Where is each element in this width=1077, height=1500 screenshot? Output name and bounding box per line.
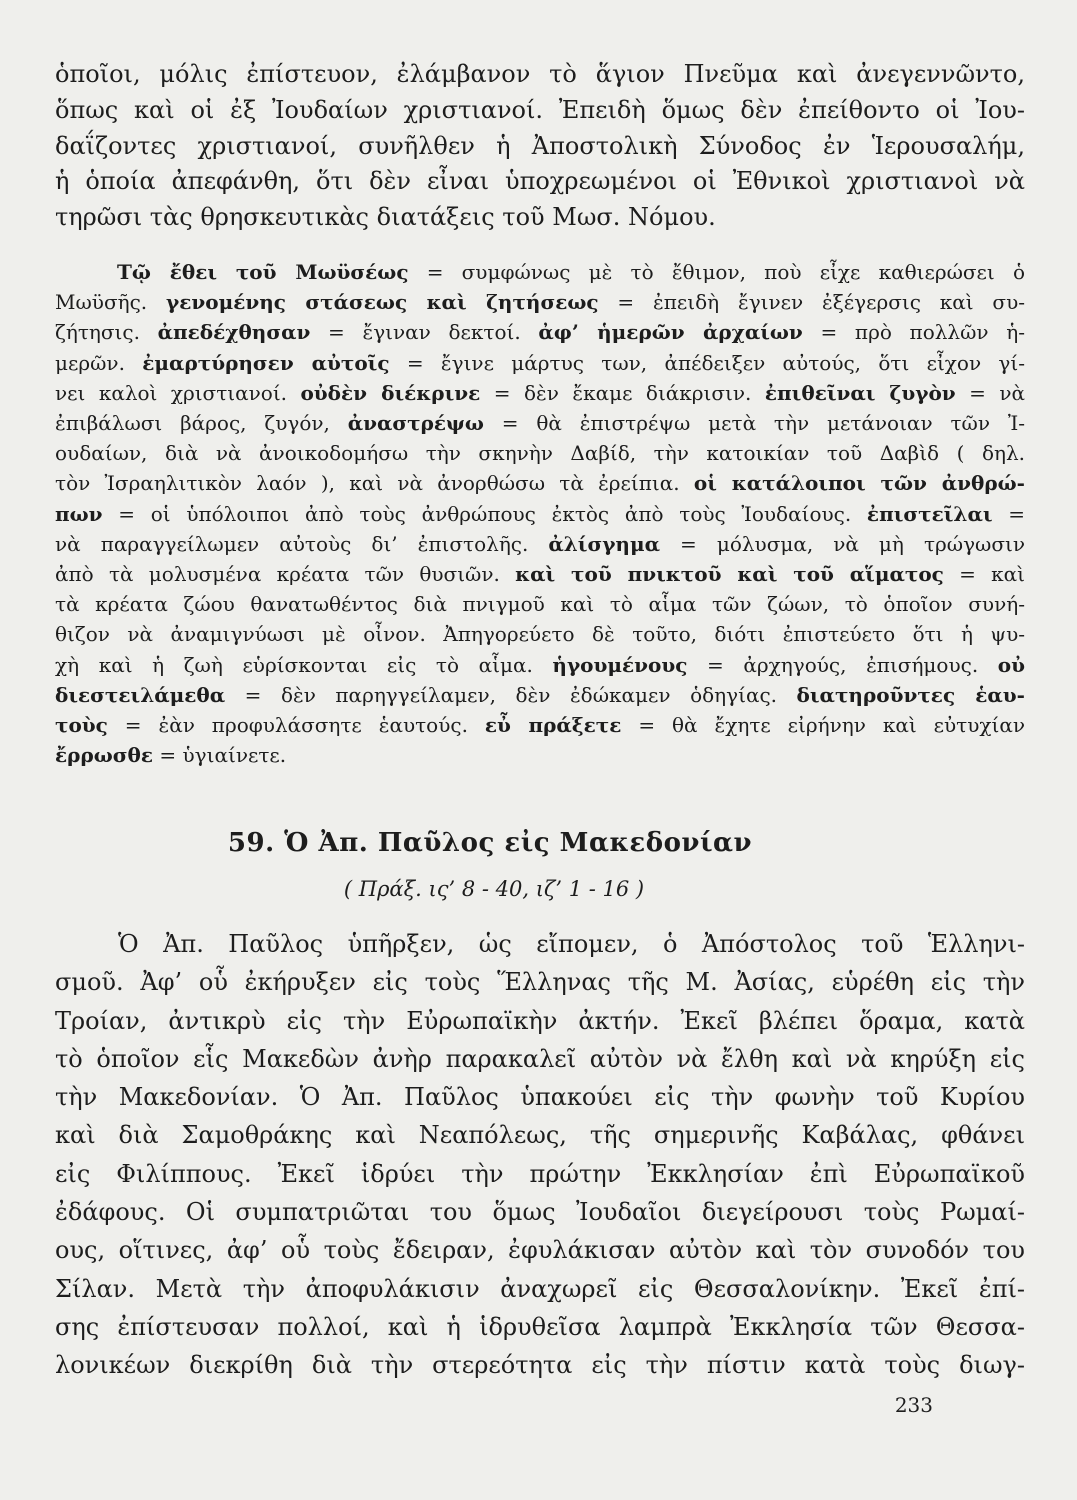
glossary-term: ἡγουμένους [552, 652, 688, 677]
text-line: τηρῶσι τὰς θρησκευτικὰς διατάξεις τοῦ Μωσ. Νόμου. [55, 203, 716, 232]
glossary-term: εὖ πράξετε [484, 713, 622, 738]
glossary-term: τοὺς [55, 713, 108, 738]
paragraph-continued [55, 57, 1025, 236]
text-line: ους, οἵτινες, ἀφ’ οὗ τοὺς ἔδειραν, ἐφυλάκισαν αὐτὸν καὶ τὸν συνοδόν του [55, 1236, 1025, 1265]
glossary-notes [55, 257, 1025, 770]
glossary-line [55, 529, 1025, 559]
text-line: τὴν Μακεδονίαν. Ὁ Ἀπ. Παῦλος ὑπακούει εἰς τὴν φωνὴν τοῦ Κυρίου [55, 1083, 1025, 1112]
text-line: ὁποῖοι, μόλις ἐπίστευον, ἐλάμβανον τὸ ἅγιον Πνεῦμα καὶ ἀνεγεννῶντο, [55, 60, 1025, 88]
glossary-text: = θὰ ἔχητε εἰρήνην καὶ εὐτυχίαν [621, 713, 1025, 738]
glossary-line [55, 740, 1025, 770]
glossary-text: = οἱ ὑπόλοιποι ἀπὸ τοὺς ἀνθρώπους ἐκτὸς ἀπὸ τοὺς Ἰουδαίους. [102, 501, 867, 526]
glossary-text: = ἐὰν προφυλάσσητε ἑαυτούς. [107, 713, 485, 738]
glossary-text: ζήτησις. [55, 320, 158, 345]
glossary-term: ἀφ’ ἡμερῶν ἀρχαίων [538, 320, 803, 345]
glossary-term: οὐ [997, 652, 1025, 677]
glossary-text: = δὲν ἔκαμε διάκρισιν. [480, 380, 765, 405]
text-line: ἐδάφους. Οἱ συμπατριῶται του ὅμως Ἰουδαῖοι διεγείρουσι τοὺς Ρωμαί- [55, 1198, 1025, 1227]
text-line: λονικέων διεκρίθη διὰ τὴν στερεότητα εἰς τὴν πίστιν κατὰ τοὺς διωγ- [55, 1351, 1025, 1380]
glossary-text: = ἔγινε μάρτυς των, ἀπέδειξεν αὐτούς, ὅτι εἶχον γί- [389, 350, 1025, 375]
section-heading: 59. Ὁ Ἀπ. Παῦλος εἰς Μακεδονίαν [227, 828, 753, 858]
glossary-text: = ἔγιναν δεκτοί. [310, 320, 539, 345]
glossary-line [55, 348, 1025, 378]
glossary-term: ἀπεδέχθησαν [157, 320, 311, 345]
glossary-term: διεστειλάμεθα [55, 682, 226, 707]
text-line: καὶ διὰ Σαμοθράκης καὶ Νεαπόλεως, τῆς σημερινῆς Καβάλας, φθάνει [55, 1121, 1025, 1150]
glossary-line [55, 438, 1025, 468]
glossary-line [55, 710, 1025, 740]
text-line: ἡ ὁποία ἀπεφάνθη, ὅτι δὲν εἶναι ὑποχρεωμένοι οἱ Ἐθνικοὶ χριστιανοὶ νὰ [55, 167, 1025, 196]
glossary-line [55, 257, 1025, 287]
text-line: Ὁ Ἀπ. Παῦλος ὑπῆρξεν, ὡς εἴπομεν, ὁ Ἀπόστολος τοῦ Ἑλληνι- [118, 930, 1025, 958]
glossary-text: = δὲν παρηγγείλαμεν, δὲν ἐδώκαμεν ὁδηγίας. [225, 682, 797, 707]
glossary-term: διατηροῦντες ἑαυ- [796, 682, 1025, 707]
glossary-text: = [992, 501, 1025, 526]
glossary-line [55, 589, 1025, 619]
glossary-text: = καὶ [943, 562, 1025, 587]
glossary-text: Μωϋσῆς. [55, 290, 166, 315]
glossary-text: = μόλυσμα, νὰ μὴ τρώγωσιν [660, 531, 1025, 556]
glossary-term: ἔρρωσθε [55, 743, 154, 768]
glossary-term: Τῷ ἔθει τοῦ Μωϋσέως [117, 260, 409, 284]
glossary-line [55, 619, 1025, 649]
glossary-text: τὰ κρέατα ζώου θανατωθέντος διὰ πνιγμοῦ καὶ τὸ αἷμα τῶν ζώων, τὸ ὁποῖον συνή- [55, 592, 1025, 617]
glossary-text: ἐπιβάλωσι βάρος, ζυγόν, [55, 411, 348, 436]
glossary-term: ἐπιθεῖναι ζυγὸν [764, 380, 956, 405]
text-line: σμοῦ. Ἀφ’ οὗ ἐκήρυξεν εἰς τοὺς Ἕλληνας τῆς Μ. Ἀσίας, εὑρέθη εἰς τὴν [55, 968, 1025, 997]
glossary-text: = πρὸ πολλῶν ἡ- [802, 320, 1025, 345]
glossary-text: νὰ παραγγείλωμεν αὐτοὺς δι’ ἐπιστολῆς. [55, 531, 549, 556]
glossary-line [55, 378, 1025, 408]
glossary-text: θιζον νὰ ἀναμιγνύωσι μὲ οἶνον. Ἀπηγορεύετο δὲ τοῦτο, διότι ἐπιστεύετο ὅτι ἡ ψυ- [55, 622, 1025, 647]
glossary-line [55, 287, 1025, 317]
glossary-line [55, 408, 1025, 438]
glossary-term: οὐδὲν διέκρινε [300, 380, 481, 405]
glossary-text: = ἀρχηγούς, ἐπισήμους. [687, 652, 998, 677]
text-line: ὅπως καὶ οἱ ἐξ Ἰουδαίων χριστιανοί. Ἐπειδὴ ὅμως δὲν ἐπείθοντο οἱ Ἰου- [55, 95, 1025, 124]
text-line: δαΐζοντες χριστιανοί, συνῆλθεν ἡ Ἀποστολικὴ Σύνοδος ἐν Ἱερουσαλήμ, [55, 131, 1025, 160]
text-line: Τροίαν, ἀντικρὺ εἰς τὴν Εὐρωπαϊκὴν ἀκτήν. Ἐκεῖ βλέπει ὅραμα, κατὰ [55, 1006, 1025, 1035]
glossary-text: = ἐπειδὴ ἔγινεν ἐξέγερσις καὶ συ- [598, 290, 1025, 315]
glossary-text: = θὰ ἐπιστρέψω μετὰ τὴν μετάνοιαν τῶν Ἰ- [483, 411, 1025, 436]
glossary-term: ἐμαρτύρησεν αὐτοῖς [142, 350, 390, 375]
section-paragraph [55, 925, 1025, 1385]
glossary-term: γενομένης στάσεως καὶ ζητήσεως [165, 290, 599, 315]
glossary-line [55, 650, 1025, 680]
glossary-term: καὶ τοῦ πνικτοῦ καὶ τοῦ αἵματος [515, 562, 944, 587]
glossary-text: = νὰ [955, 380, 1025, 405]
text-line: σης ἐπίστευσαν πολλοί, καὶ ἡ ἱδρυθεῖσα λαμπρὰ Ἐκκλησία τῶν Θεσσα- [55, 1312, 1025, 1341]
glossary-term: ἀλίσγημα [548, 531, 661, 556]
glossary-text: μερῶν. [55, 350, 143, 375]
text-line: εἰς Φιλίππους. Ἐκεῖ ἱδρύει τὴν πρώτην Ἐκκλησίαν ἐπὶ Εὐρωπαϊκοῦ [55, 1159, 1025, 1188]
scripture-reference: ( Πράξ. ις’ 8 - 40, ιζ’ 1 - 16 ) [343, 877, 645, 901]
glossary-term: ἐπιστεῖλαι [866, 501, 993, 526]
glossary-term: πων [55, 501, 103, 526]
glossary-line [55, 317, 1025, 347]
glossary-line [55, 499, 1025, 529]
text-line: Σίλαν. Μετὰ τὴν ἀποφυλάκισιν ἀναχωρεῖ εἰς Θεσσαλονίκην. Ἐκεῖ ἐπί- [55, 1274, 1025, 1303]
glossary-line [55, 680, 1025, 710]
glossary-text: χὴ καὶ ἡ ζωὴ εὑρίσκονται εἰς τὸ αἷμα. [55, 652, 553, 677]
glossary-text: ἀπὸ τὰ μολυσμένα κρέατα τῶν θυσιῶν. [55, 562, 516, 587]
glossary-text: = συμφώνως μὲ τὸ ἔθιμον, ποὺ εἶχε καθιερώσει ὁ [408, 260, 1025, 284]
glossary-text: νει καλοὶ χριστιανοί. [55, 380, 301, 405]
text-line: τὸ ὁποῖον εἷς Μακεδὼν ἀνὴρ παρακαλεῖ αὐτὸν νὰ ἔλθη καὶ νὰ κηρύξη εἰς [55, 1044, 1025, 1073]
glossary-text: = ὑγιαίνετε. [153, 743, 287, 768]
glossary-text: τὸν Ἰσραηλιτικὸν λαόν ), καὶ νὰ ἀνορθώσω τὰ ἐρείπια. [55, 471, 694, 496]
glossary-line [55, 468, 1025, 498]
glossary-term: οἱ κατάλοιποι τῶν ἀνθρώ- [693, 471, 1025, 496]
glossary-line [55, 559, 1025, 589]
glossary-term: ἀναστρέψω [347, 411, 484, 436]
page-number: 233 [894, 1393, 933, 1417]
glossary-text: ουδαίων, διὰ νὰ ἀνοικοδομήσω τὴν σκηνὴν Δαβίδ, τὴν κατοικίαν τοῦ Δαβὶδ ( δηλ. [55, 441, 1025, 466]
